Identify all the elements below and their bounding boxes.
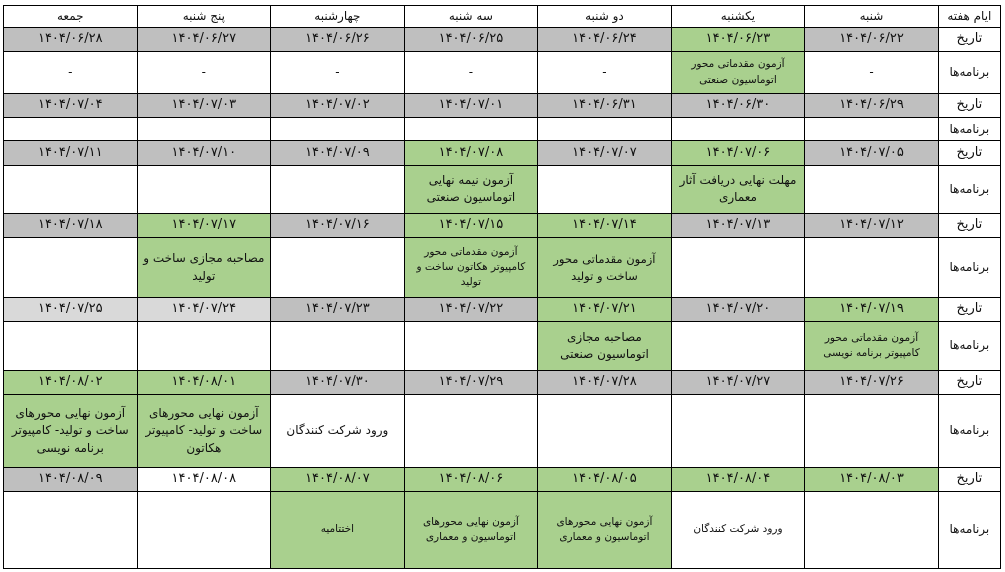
date-row bbox=[4, 93, 1001, 117]
event-cell bbox=[271, 322, 405, 371]
date-cell: ۱۴۰۴/۰۶/۲۲ bbox=[805, 28, 939, 52]
date-cell: ۱۴۰۴/۰۸/۰۴ bbox=[671, 467, 805, 491]
header-wednesday: چهارشنبه bbox=[271, 6, 405, 28]
event-cell bbox=[538, 118, 672, 141]
date-cell: ۱۴۰۴/۰۷/۲۸ bbox=[538, 370, 672, 394]
date-cell: ۱۴۰۴/۰۷/۲۹ bbox=[404, 370, 538, 394]
date-cell: ۱۴۰۴/۰۷/۱۳ bbox=[671, 214, 805, 238]
schedule-table bbox=[3, 5, 1001, 569]
event-cell bbox=[4, 165, 138, 214]
date-cell: ۱۴۰۴/۰۶/۳۱ bbox=[538, 93, 672, 117]
programs-row bbox=[4, 238, 1001, 298]
date-cell: ۱۴۰۴/۰۶/۲۶ bbox=[271, 28, 405, 52]
event-cell: آزمون نهایی محورهای ساخت و تولید- کامپیوتر برنامه نویسی bbox=[4, 395, 138, 468]
event-cell bbox=[4, 238, 138, 298]
event-cell bbox=[805, 395, 939, 468]
event-cell bbox=[538, 395, 672, 468]
event-cell: آزمون نیمه نهایی اتوماسیون صنعتی bbox=[404, 165, 538, 214]
event-cell bbox=[4, 492, 138, 569]
event-cell bbox=[805, 492, 939, 569]
event-cell: - bbox=[137, 52, 271, 93]
date-cell: ۱۴۰۴/۰۸/۰۵ bbox=[538, 467, 672, 491]
header-friday: جمعه bbox=[4, 6, 138, 28]
date-row bbox=[4, 214, 1001, 238]
date-cell: ۱۴۰۴/۰۶/۲۴ bbox=[538, 28, 672, 52]
event-cell: - bbox=[271, 52, 405, 93]
event-cell bbox=[671, 238, 805, 298]
event-cell bbox=[671, 322, 805, 371]
date-cell: ۱۴۰۴/۰۷/۰۲ bbox=[271, 93, 405, 117]
event-cell bbox=[4, 118, 138, 141]
event-cell: آزمون مقدماتی محور ساخت و تولید bbox=[538, 238, 672, 298]
date-cell: ۱۴۰۴/۰۷/۳۰ bbox=[271, 370, 405, 394]
date-row-label: تاریخ bbox=[938, 28, 1000, 52]
programs-row-label: برنامه‌ها bbox=[938, 238, 1000, 298]
event-cell: آزمون مقدماتی محور کامپیوتر هکاتون ساخت و تولید bbox=[404, 238, 538, 298]
date-cell: ۱۴۰۴/۰۶/۲۷ bbox=[137, 28, 271, 52]
event-cell bbox=[805, 165, 939, 214]
date-cell: ۱۴۰۴/۰۶/۲۹ bbox=[805, 93, 939, 117]
date-cell: ۱۴۰۴/۰۷/۱۶ bbox=[271, 214, 405, 238]
date-cell: ۱۴۰۴/۰۷/۱۲ bbox=[805, 214, 939, 238]
date-cell: ۱۴۰۴/۰۸/۰۷ bbox=[271, 467, 405, 491]
event-cell bbox=[271, 238, 405, 298]
programs-row bbox=[4, 118, 1001, 141]
date-row-label: تاریخ bbox=[938, 141, 1000, 165]
date-cell: ۱۴۰۴/۰۷/۲۷ bbox=[671, 370, 805, 394]
date-cell: ۱۴۰۴/۰۷/۱۰ bbox=[137, 141, 271, 165]
date-cell: ۱۴۰۴/۰۷/۱۵ bbox=[404, 214, 538, 238]
programs-row-label: برنامه‌ها bbox=[938, 492, 1000, 569]
date-cell: ۱۴۰۴/۰۷/۰۹ bbox=[271, 141, 405, 165]
event-cell bbox=[137, 492, 271, 569]
date-cell: ۱۴۰۴/۰۷/۲۴ bbox=[137, 298, 271, 322]
event-cell bbox=[538, 165, 672, 214]
event-cell bbox=[4, 322, 138, 371]
event-cell: ورود شرکت کنندگان bbox=[671, 492, 805, 569]
date-cell: ۱۴۰۴/۰۸/۰۸ bbox=[137, 467, 271, 491]
event-cell bbox=[805, 238, 939, 298]
event-cell: مصاحبه مجازی ساخت و تولید bbox=[137, 238, 271, 298]
event-cell bbox=[805, 118, 939, 141]
event-cell: - bbox=[404, 52, 538, 93]
event-cell: آزمون نهایی محورهای اتوماسیون و معماری bbox=[404, 492, 538, 569]
date-cell: ۱۴۰۴/۰۷/۲۱ bbox=[538, 298, 672, 322]
date-cell: ۱۴۰۴/۰۷/۲۲ bbox=[404, 298, 538, 322]
programs-row bbox=[4, 52, 1001, 93]
date-row bbox=[4, 141, 1001, 165]
event-cell bbox=[271, 165, 405, 214]
date-cell: ۱۴۰۴/۰۶/۲۵ bbox=[404, 28, 538, 52]
date-cell: ۱۴۰۴/۰۷/۰۱ bbox=[404, 93, 538, 117]
event-cell: آزمون نهایی محورهای ساخت و تولید- کامپیوتر هکاتون bbox=[137, 395, 271, 468]
header-saturday: شنبه bbox=[805, 6, 939, 28]
event-cell: آزمون مقدماتی محور کامپیوتر برنامه نویسی bbox=[805, 322, 939, 371]
header-sunday: یکشنبه bbox=[671, 6, 805, 28]
event-cell: مصاحبه مجازی اتوماسیون صنعتی bbox=[538, 322, 672, 371]
date-cell: ۱۴۰۴/۰۷/۲۳ bbox=[271, 298, 405, 322]
event-cell: - bbox=[538, 52, 672, 93]
date-cell: ۱۴۰۴/۰۷/۰۷ bbox=[538, 141, 672, 165]
date-cell: ۱۴۰۴/۰۷/۰۳ bbox=[137, 93, 271, 117]
programs-row-label: برنامه‌ها bbox=[938, 52, 1000, 93]
date-row bbox=[4, 298, 1001, 322]
date-cell: ۱۴۰۴/۰۷/۰۴ bbox=[4, 93, 138, 117]
event-cell: - bbox=[805, 52, 939, 93]
programs-row bbox=[4, 395, 1001, 468]
event-cell bbox=[404, 322, 538, 371]
date-row bbox=[4, 370, 1001, 394]
event-cell: آزمون نهایی محورهای اتوماسیون و معماری bbox=[538, 492, 672, 569]
date-cell: ۱۴۰۴/۰۷/۱۴ bbox=[538, 214, 672, 238]
header-thursday: پنج شنبه bbox=[137, 6, 271, 28]
programs-row bbox=[4, 322, 1001, 371]
event-cell bbox=[271, 118, 405, 141]
date-row-label: تاریخ bbox=[938, 467, 1000, 491]
date-cell: ۱۴۰۴/۰۷/۱۹ bbox=[805, 298, 939, 322]
event-cell bbox=[404, 118, 538, 141]
event-cell: ورود شرکت کنندگان bbox=[271, 395, 405, 468]
date-cell: ۱۴۰۴/۰۷/۰۸ bbox=[404, 141, 538, 165]
date-row bbox=[4, 28, 1001, 52]
event-cell bbox=[671, 118, 805, 141]
date-cell: ۱۴۰۴/۰۷/۲۰ bbox=[671, 298, 805, 322]
header-monday: دو شنبه bbox=[538, 6, 672, 28]
date-cell: ۱۴۰۴/۰۸/۰۲ bbox=[4, 370, 138, 394]
programs-row-label: برنامه‌ها bbox=[938, 395, 1000, 468]
date-cell: ۱۴۰۴/۰۷/۱۸ bbox=[4, 214, 138, 238]
date-cell: ۱۴۰۴/۰۷/۲۵ bbox=[4, 298, 138, 322]
date-cell: ۱۴۰۴/۰۶/۲۳ bbox=[671, 28, 805, 52]
event-cell: مهلت نهایی دریافت آثار معماری bbox=[671, 165, 805, 214]
event-cell bbox=[137, 322, 271, 371]
date-cell: ۱۴۰۴/۰۸/۰۹ bbox=[4, 467, 138, 491]
date-row-label: تاریخ bbox=[938, 370, 1000, 394]
programs-row bbox=[4, 492, 1001, 569]
date-cell: ۱۴۰۴/۰۷/۰۵ bbox=[805, 141, 939, 165]
date-cell: ۱۴۰۴/۰۷/۱۷ bbox=[137, 214, 271, 238]
date-cell: ۱۴۰۴/۰۶/۳۰ bbox=[671, 93, 805, 117]
date-row-label: تاریخ bbox=[938, 298, 1000, 322]
event-cell: اختتامیه bbox=[271, 492, 405, 569]
date-cell: ۱۴۰۴/۰۶/۲۸ bbox=[4, 28, 138, 52]
date-cell: ۱۴۰۴/۰۷/۰۶ bbox=[671, 141, 805, 165]
date-cell: ۱۴۰۴/۰۸/۰۳ bbox=[805, 467, 939, 491]
programs-row-label: برنامه‌ها bbox=[938, 322, 1000, 371]
event-cell bbox=[137, 165, 271, 214]
programs-row-label: برنامه‌ها bbox=[938, 165, 1000, 214]
date-cell: ۱۴۰۴/۰۷/۱۱ bbox=[4, 141, 138, 165]
programs-row-label: برنامه‌ها bbox=[938, 118, 1000, 141]
header-row bbox=[4, 6, 1001, 28]
programs-row bbox=[4, 165, 1001, 214]
event-cell bbox=[671, 395, 805, 468]
event-cell: آزمون مقدماتی محور اتوماسیون صنعتی bbox=[671, 52, 805, 93]
event-cell bbox=[404, 395, 538, 468]
header-tuesday: سه شنبه bbox=[404, 6, 538, 28]
date-row-label: تاریخ bbox=[938, 214, 1000, 238]
event-cell: - bbox=[4, 52, 138, 93]
date-cell: ۱۴۰۴/۰۸/۰۶ bbox=[404, 467, 538, 491]
date-row bbox=[4, 467, 1001, 491]
event-cell bbox=[137, 118, 271, 141]
header-week-days: ایام هفته bbox=[938, 6, 1000, 28]
date-row-label: تاریخ bbox=[938, 93, 1000, 117]
date-cell: ۱۴۰۴/۰۸/۰۱ bbox=[137, 370, 271, 394]
date-cell: ۱۴۰۴/۰۷/۲۶ bbox=[805, 370, 939, 394]
